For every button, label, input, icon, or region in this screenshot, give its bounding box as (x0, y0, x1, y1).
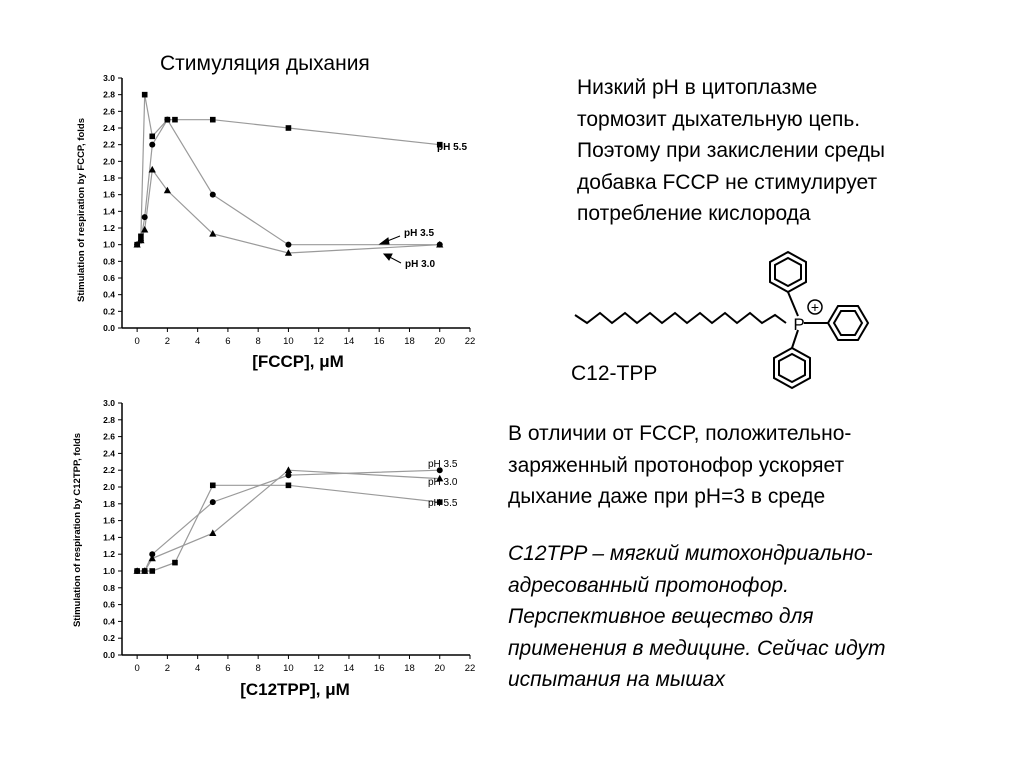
data-point (285, 242, 291, 248)
x-tick-label: 10 (283, 663, 294, 674)
phenyl-ring-bottom (774, 348, 810, 388)
text-line: потребление кислорода (577, 202, 811, 225)
y-tick-label: 2.4 (103, 448, 115, 459)
x-tick-label: 20 (434, 336, 446, 347)
x-tick-label: 8 (255, 663, 261, 674)
y-axis-label: Stimulation of respiration by FCCP, folds (76, 117, 87, 303)
x-tick-label: 18 (404, 663, 415, 674)
data-point (210, 499, 216, 505)
legend-ph30: pH 3.0 (405, 259, 436, 270)
data-point (142, 214, 148, 220)
data-point (172, 560, 178, 566)
text-line: C12TPP – мягкий митохондриально- (508, 542, 873, 565)
legend-arrows (380, 236, 401, 263)
x-axis-label: [FCCP], μM (252, 352, 344, 371)
x-tick-label: 0 (134, 336, 140, 347)
data-point (134, 568, 140, 574)
text-block-top (577, 72, 885, 230)
x-tick-label: 12 (313, 663, 324, 674)
x-tick-label: 22 (464, 336, 476, 347)
x-tick-label: 22 (464, 663, 476, 674)
y-axis-label: Stimulation of respiration by C12TPP, folds (72, 432, 83, 628)
data-point (149, 568, 155, 574)
data-point (285, 472, 291, 478)
y-tick-label: 0.2 (103, 633, 115, 644)
y-tick-label: 2.0 (103, 156, 115, 167)
text-line: Низкий pH в цитоплазме (577, 76, 818, 99)
compound-label: C12-TPP (571, 362, 658, 385)
y-tick-label: 0.8 (103, 256, 115, 267)
y-tick-label: 1.8 (103, 498, 115, 509)
y-tick-label: 3.0 (103, 73, 115, 83)
phenyl-ring-right (828, 306, 868, 340)
phosphorus-atom: P (793, 315, 805, 334)
phenyl-ring-top (770, 252, 806, 292)
data-point (286, 483, 292, 489)
y-tick-label: 2.8 (103, 89, 115, 100)
data-point (210, 192, 216, 198)
y-tick-label: 0.6 (103, 599, 115, 610)
y-tick-label: 0.4 (103, 616, 115, 627)
x-tick-label: 16 (373, 336, 385, 347)
y-tick-label: 0.0 (103, 650, 115, 660)
y-tick-label: 0.8 (103, 582, 115, 593)
text-line: Поэтому при закислении среды (577, 139, 886, 162)
text-line: дыхание даже при pH=3 в среде (508, 485, 826, 508)
text-line: применения в медицине. Сейчас идут (508, 636, 886, 660)
data-point (142, 92, 148, 98)
legend-ph55: pH 5.5 (428, 498, 458, 509)
fccp-chart (60, 60, 480, 380)
y-tick-label: 0.6 (103, 273, 115, 283)
legend-ph35: pH 3.5 (428, 459, 458, 470)
y-tick-label: 2.8 (103, 414, 115, 425)
legend-ph35: pH 3.5 (404, 228, 435, 239)
x-tick-label: 10 (283, 336, 294, 347)
x-tick-label: 6 (225, 663, 231, 674)
data-point (142, 568, 148, 574)
data-point (286, 125, 292, 131)
y-tick-label: 0.0 (103, 323, 115, 333)
x-tick-label: 14 (343, 336, 355, 347)
y-tick-label: 1.4 (103, 532, 115, 543)
legend-ph30: pH 3.0 (428, 477, 458, 488)
x-tick-label: 2 (164, 336, 171, 347)
y-tick-label: 1.2 (103, 223, 115, 233)
x-tick-label: 4 (195, 336, 201, 347)
c12tpp-structure (570, 240, 890, 400)
text-line: В отличии от FCCP, положительно- (508, 422, 852, 445)
data-point (210, 483, 216, 489)
x-tick-label: 0 (134, 663, 140, 674)
y-tick-label: 3.0 (103, 398, 115, 408)
data-point (210, 117, 216, 123)
charge-sign: + (810, 299, 820, 315)
series-line (137, 170, 440, 253)
y-tick-label: 0.2 (103, 306, 115, 317)
y-tick-label: 1.2 (103, 549, 115, 560)
y-tick-label: 1.4 (103, 206, 115, 217)
legend-ph55: pH 5.5 (437, 142, 468, 153)
data-point (149, 134, 155, 140)
x-tick-label: 14 (343, 663, 355, 674)
data-point (172, 117, 178, 123)
x-tick-label: 20 (434, 663, 446, 674)
x-tick-label: 4 (195, 663, 201, 674)
y-tick-label: 2.2 (103, 139, 115, 150)
text-line: Перспективное вещество для (508, 605, 814, 628)
text-block-middle (508, 418, 1008, 513)
x-tick-label: 18 (404, 336, 415, 347)
x-tick-label: 16 (373, 663, 385, 674)
alkyl-chain (575, 313, 786, 323)
y-tick-label: 2.6 (103, 431, 115, 442)
y-tick-label: 1.8 (103, 173, 115, 183)
series-line (137, 120, 440, 245)
data-point (164, 117, 170, 123)
y-tick-label: 2.0 (103, 482, 115, 492)
c12tpp-chart (60, 385, 480, 705)
text-line: испытания на мышах (508, 668, 725, 691)
y-tick-label: 1.0 (103, 566, 115, 576)
x-tick-label: 12 (313, 336, 324, 347)
data-point (149, 142, 155, 148)
text-line: заряженный протонофор ускоряет (508, 453, 845, 477)
y-tick-label: 2.6 (103, 106, 115, 117)
series-line (137, 95, 440, 245)
x-axis-label: [C12TPP], μM (240, 680, 350, 699)
text-block-bottom (508, 538, 1008, 696)
y-tick-label: 2.2 (103, 465, 115, 476)
text-line: добавка FCCP не стимулирует (577, 170, 878, 194)
slide-title: Стимуляция дыхания (160, 52, 370, 75)
data-point (285, 466, 292, 473)
x-tick-label: 6 (225, 336, 231, 347)
y-tick-label: 1.6 (103, 189, 115, 200)
y-tick-label: 0.4 (103, 289, 115, 300)
y-tick-label: 2.4 (103, 123, 115, 133)
y-tick-label: 1.6 (103, 515, 115, 526)
x-tick-label: 8 (255, 336, 261, 347)
text-line: адресованный протонофор. (508, 573, 789, 597)
x-tick-label: 2 (164, 663, 171, 674)
text-line: тормозит дыхательную цепь. (577, 107, 861, 131)
y-tick-label: 1.0 (103, 239, 115, 250)
